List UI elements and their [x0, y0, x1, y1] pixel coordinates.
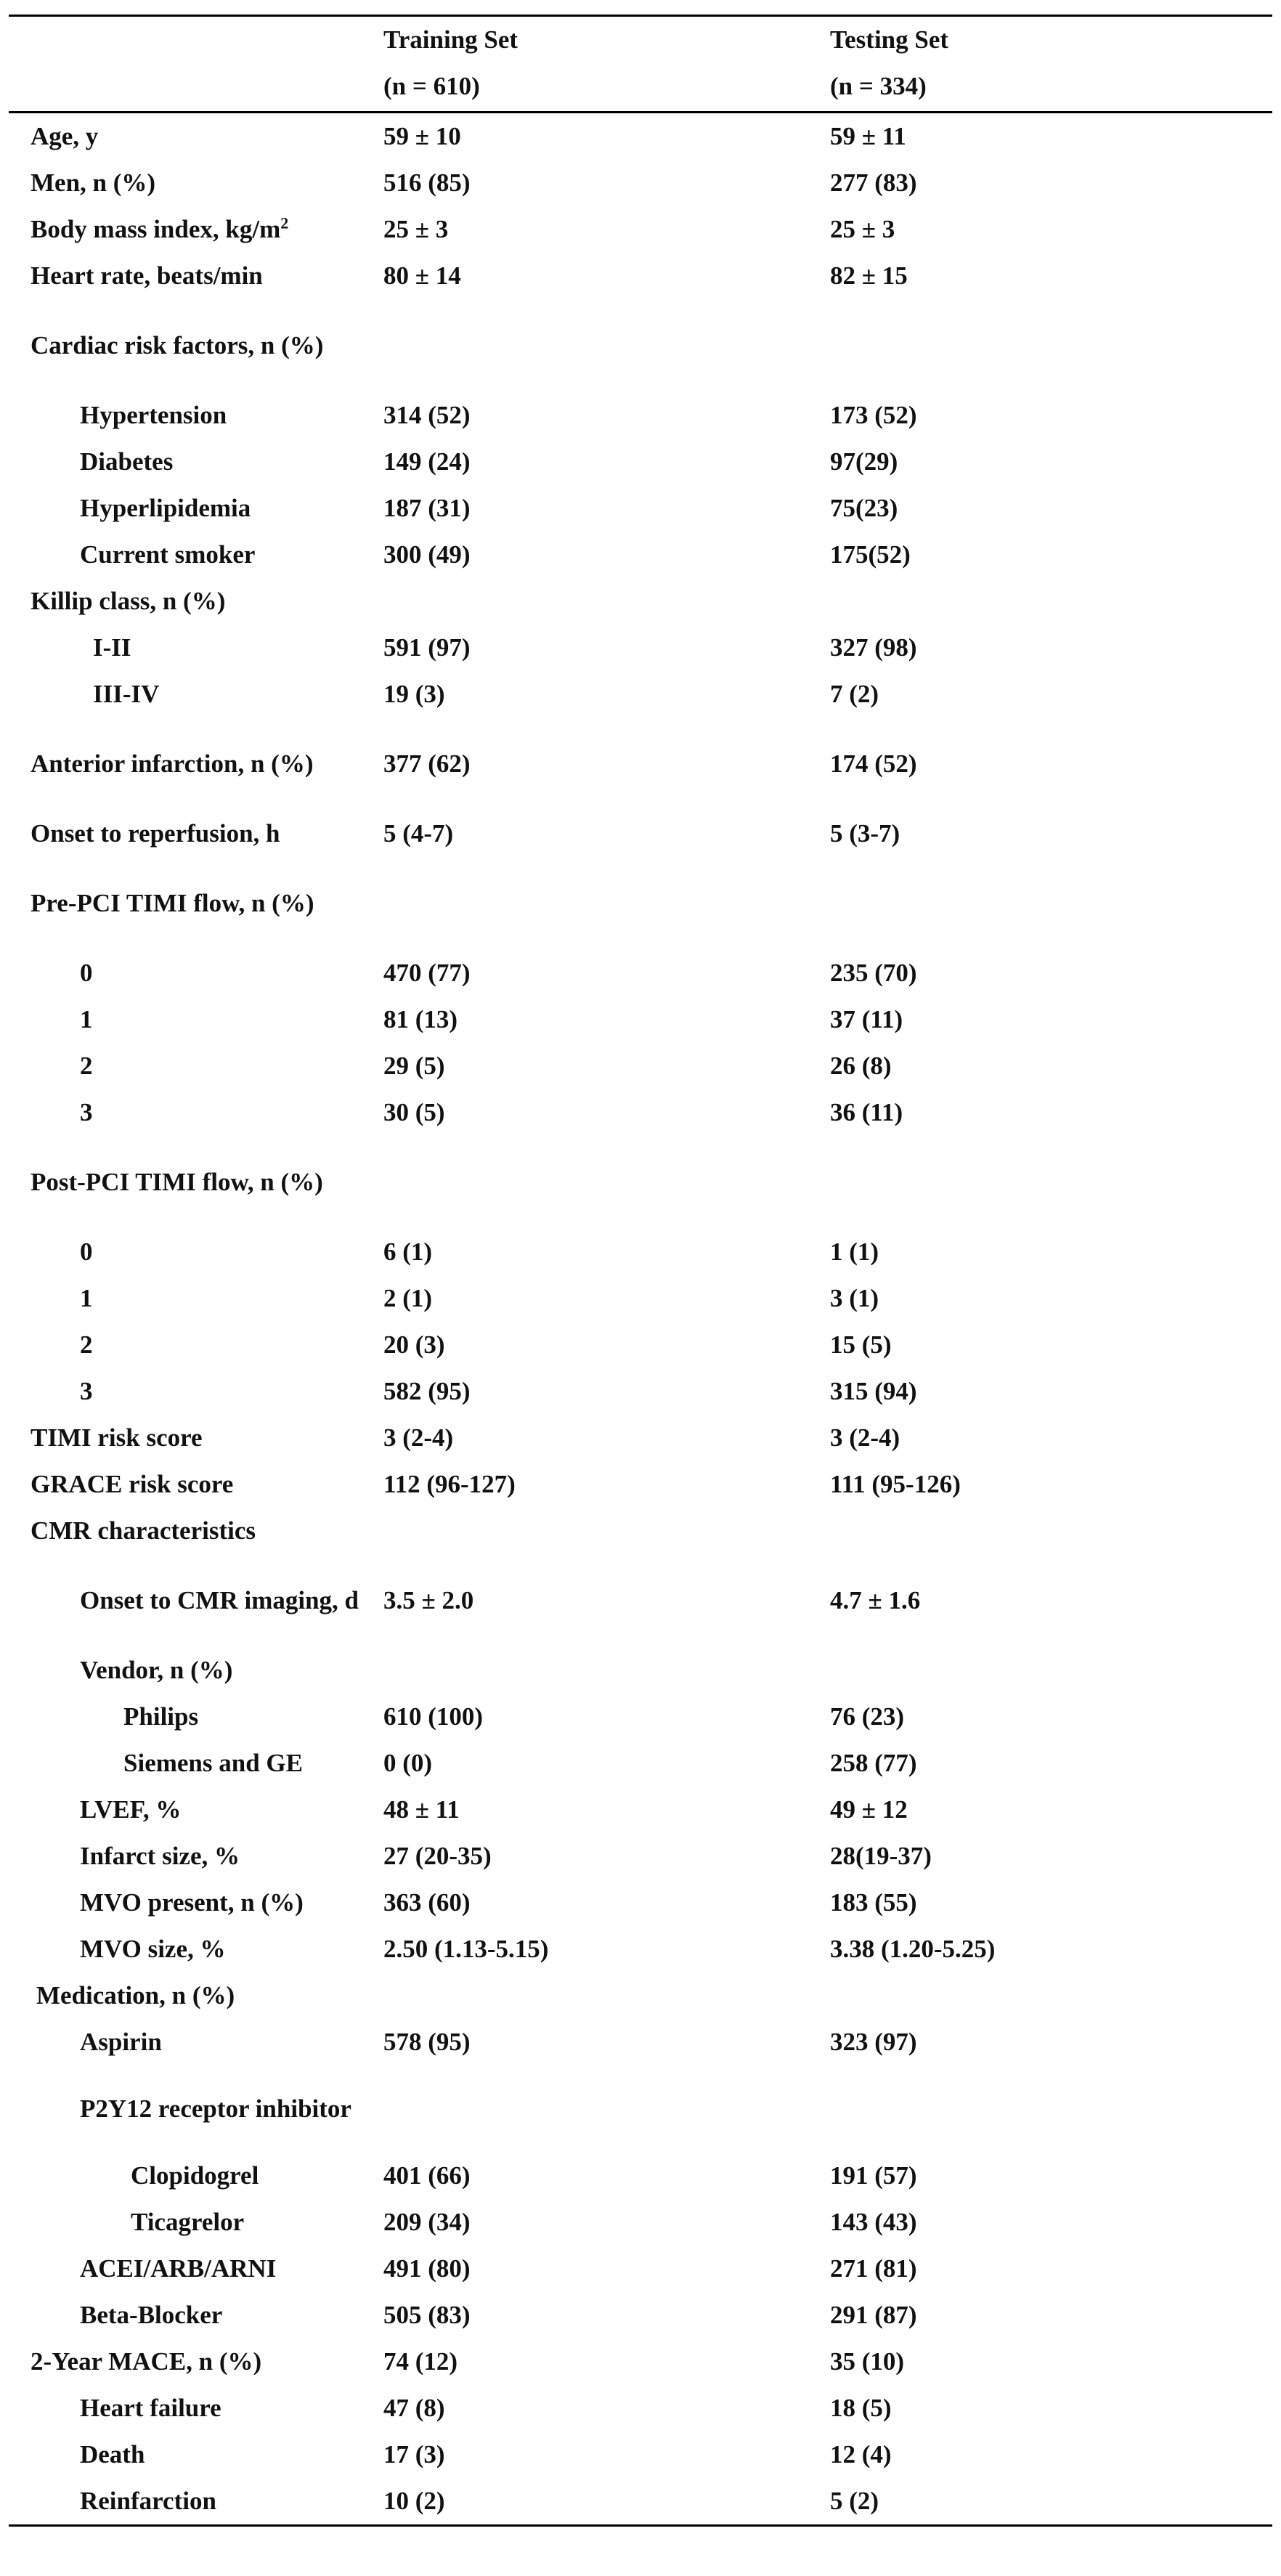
row-label	[9, 2208, 383, 2237]
table-row	[9, 2431, 1272, 2478]
table-row	[9, 1322, 1272, 1368]
row-label-text: Onset to CMR imaging, d	[80, 1586, 359, 1614]
row-label-text: Men, n (%)	[30, 168, 156, 197]
row-label	[9, 1795, 383, 1824]
row-label-text: 1	[80, 1284, 93, 1312]
testing-set-value: 327 (98)	[830, 633, 917, 662]
row-label-text: Siemens and GE	[123, 1749, 303, 1777]
testing-set-value: 26 (8)	[830, 1052, 892, 1080]
training-set-value: 19 (3)	[383, 680, 445, 708]
testing-set-value: 291 (87)	[830, 2301, 917, 2329]
row-label-text: Hypertension	[80, 401, 227, 429]
row-label-text: Onset to reperfusion, h	[30, 819, 280, 848]
table-row	[9, 485, 1272, 532]
row-label-text: Vendor, n (%)	[80, 1656, 233, 1684]
row-label-text: Death	[80, 2440, 145, 2469]
table-row	[9, 1508, 1272, 1554]
testing-set-value: 4.7 ± 1.6	[830, 1586, 921, 1614]
table-row	[9, 2385, 1272, 2431]
training-set-value: 29 (5)	[383, 1052, 445, 1080]
table-row	[9, 2065, 1272, 2153]
row-label	[9, 1702, 383, 1731]
training-set-value: 17 (3)	[383, 2440, 445, 2469]
training-set-value: 363 (60)	[383, 1888, 471, 1917]
training-set-value: 25 ± 3	[383, 215, 449, 243]
row-label	[9, 2440, 383, 2469]
testing-set-value: 7 (2)	[830, 680, 879, 708]
table-row	[9, 2292, 1272, 2339]
row-label	[9, 1981, 383, 2010]
table-row	[9, 1880, 1272, 1926]
row-label-text: Ticagrelor	[131, 2208, 245, 2236]
testing-set-value: 173 (52)	[830, 401, 917, 429]
table-row	[9, 113, 1272, 160]
table-row	[9, 810, 1272, 857]
table-row	[9, 160, 1272, 206]
row-label	[9, 1330, 383, 1360]
row-label	[9, 1423, 383, 1452]
training-set-value: 5 (4-7)	[383, 819, 454, 848]
row-label-text: Heart failure	[80, 2394, 221, 2422]
table-row	[9, 1368, 1272, 1415]
training-set-value: 2 (1)	[383, 1284, 433, 1312]
table-row	[9, 1275, 1272, 1322]
testing-set-value: 3 (1)	[830, 1284, 879, 1312]
training-set-value: 20 (3)	[383, 1330, 445, 1359]
training-set-value: 59 ± 10	[383, 122, 461, 150]
table-row	[9, 718, 1272, 810]
table-row	[9, 625, 1272, 671]
table-row	[9, 1554, 1272, 1647]
row-label-text: Reinfarction	[80, 2487, 216, 2515]
row-label	[9, 494, 383, 523]
table-row	[9, 1461, 1272, 1508]
row-label	[9, 1159, 383, 1206]
row-label	[9, 1284, 383, 1313]
row-label	[9, 2394, 383, 2423]
row-label-text: 0	[80, 1238, 93, 1266]
header-training-title: Training Set	[383, 25, 518, 54]
testing-set-value: 18 (5)	[830, 2394, 892, 2422]
header-testing-set	[830, 17, 1272, 111]
testing-set-value: 235 (70)	[830, 959, 917, 987]
row-label-text: P2Y12 receptor inhibitor	[80, 2094, 351, 2123]
training-set-value: 80 ± 14	[383, 261, 461, 290]
testing-set-value: 3.38 (1.20-5.25)	[830, 1935, 996, 1963]
table-row	[9, 2339, 1272, 2385]
row-label-text: Cardiac risk factors, n (%)	[30, 331, 324, 359]
characteristics-table	[9, 15, 1272, 2527]
row-label	[9, 2301, 383, 2330]
testing-set-value: 143 (43)	[830, 2208, 917, 2236]
testing-set-value: 323 (97)	[830, 2028, 917, 2056]
table-row	[9, 996, 1272, 1043]
table-row	[9, 671, 1272, 718]
table-row	[9, 857, 1272, 950]
row-label-text: 2	[80, 1330, 93, 1359]
row-label	[9, 1052, 383, 1081]
row-label	[9, 1005, 383, 1034]
header-testing-title: Testing Set	[830, 25, 949, 54]
row-label-text: Current smoker	[80, 540, 256, 569]
row-label-text: Infarct size, %	[80, 1842, 240, 1870]
testing-set-value: 3 (2-4)	[830, 1423, 900, 1452]
testing-set-value: 258 (77)	[830, 1749, 917, 1777]
row-label-text: Diabetes	[80, 447, 174, 476]
table-row	[9, 206, 1272, 253]
row-label	[9, 2161, 383, 2190]
testing-set-value: 1 (1)	[830, 1238, 879, 1266]
row-label-text: MVO present, n (%)	[80, 1888, 304, 1917]
row-label	[9, 1516, 383, 1545]
testing-set-value: 12 (4)	[830, 2440, 892, 2469]
testing-set-value: 174 (52)	[830, 749, 917, 778]
training-set-value: 47 (8)	[383, 2394, 445, 2422]
row-label	[9, 1470, 383, 1499]
training-set-value: 0 (0)	[383, 1749, 433, 1777]
testing-set-value: 175(52)	[830, 540, 911, 569]
row-label	[9, 261, 383, 290]
table-row	[9, 2246, 1272, 2292]
row-label-text: Aspirin	[80, 2028, 162, 2056]
table-row	[9, 2199, 1272, 2246]
row-label	[9, 122, 383, 151]
row-label-text: Hyperlipidemia	[80, 494, 251, 522]
table-header	[9, 17, 1272, 111]
row-label	[9, 959, 383, 988]
row-label	[9, 741, 383, 787]
training-set-value: 81 (13)	[383, 1005, 458, 1033]
table-row	[9, 2153, 1272, 2199]
testing-set-value: 5 (2)	[830, 2487, 879, 2515]
training-set-value: 491 (80)	[383, 2254, 471, 2283]
training-set-value: 505 (83)	[383, 2301, 471, 2329]
table-row	[9, 1972, 1272, 2019]
training-set-value: 6 (1)	[383, 1238, 433, 1266]
row-label-text: Pre-PCI TIMI flow, n (%)	[30, 889, 314, 917]
testing-set-value: 76 (23)	[830, 1702, 905, 1731]
training-set-value: 112 (96-127)	[383, 1470, 516, 1498]
table-row	[9, 2478, 1272, 2524]
row-label-text: TIMI risk score	[30, 1423, 203, 1452]
row-label	[9, 1238, 383, 1267]
testing-set-value: 183 (55)	[830, 1888, 917, 1917]
training-set-value: 610 (100)	[383, 1702, 484, 1731]
row-label	[9, 1656, 383, 1685]
training-set-value: 48 ± 11	[383, 1795, 460, 1824]
row-label	[9, 2347, 383, 2376]
row-label-text: Post-PCI TIMI flow, n (%)	[30, 1168, 323, 1196]
row-label	[9, 633, 383, 662]
training-set-value: 74 (12)	[383, 2347, 458, 2376]
testing-set-value: 59 ± 11	[830, 122, 906, 150]
header-training-set	[383, 17, 830, 111]
training-set-value: 401 (66)	[383, 2161, 471, 2190]
table-row	[9, 532, 1272, 578]
training-set-value: 582 (95)	[383, 1377, 471, 1405]
testing-set-value: 36 (11)	[830, 1098, 903, 1126]
testing-set-value: 28(19-37)	[830, 1842, 932, 1870]
row-label	[9, 680, 383, 709]
table-row	[9, 1229, 1272, 1275]
row-label-text: Killip class, n (%)	[30, 587, 226, 615]
table-row	[9, 1647, 1272, 1694]
table-row	[9, 1136, 1272, 1229]
testing-set-value: 277 (83)	[830, 168, 917, 197]
training-set-value: 187 (31)	[383, 494, 471, 522]
row-label	[9, 401, 383, 430]
row-label	[9, 447, 383, 476]
table-row	[9, 950, 1272, 996]
row-label-text: ACEI/ARB/ARNI	[80, 2254, 277, 2283]
row-label-text: 3	[80, 1377, 93, 1405]
row-label-text: Heart rate, beats/min	[30, 261, 263, 290]
testing-set-value: 5 (3-7)	[830, 819, 900, 848]
row-label	[9, 2254, 383, 2283]
row-label	[9, 1377, 383, 1406]
table-body	[9, 113, 1272, 2524]
table-row	[9, 2019, 1272, 2065]
table-row	[9, 439, 1272, 485]
row-label-text: Philips	[123, 1702, 199, 1731]
table-row	[9, 1787, 1272, 1833]
row-label	[9, 1577, 383, 1624]
testing-set-value: 315 (94)	[830, 1377, 917, 1405]
row-label	[9, 880, 383, 927]
training-set-value: 516 (85)	[383, 168, 471, 197]
header-empty-cell	[9, 17, 383, 111]
row-label-text: Body mass index, kg/m	[30, 215, 281, 243]
table-row	[9, 1694, 1272, 1740]
testing-set-value: 75(23)	[830, 494, 898, 522]
testing-set-value: 97(29)	[830, 447, 898, 476]
training-set-value: 27 (20-35)	[383, 1842, 492, 1870]
row-label	[9, 1888, 383, 1917]
training-set-value: 10 (2)	[383, 2487, 445, 2515]
table-row	[9, 1740, 1272, 1787]
testing-set-value: 111 (95-126)	[830, 1470, 961, 1498]
testing-set-value: 82 ± 15	[830, 261, 908, 290]
row-label	[9, 322, 383, 369]
testing-set-value: 35 (10)	[830, 2347, 905, 2376]
row-label	[9, 1842, 383, 1871]
training-set-value: 314 (52)	[383, 401, 471, 429]
row-label-text: III-IV	[93, 680, 160, 708]
row-label-text: 3	[80, 1098, 93, 1126]
training-set-value: 591 (97)	[383, 633, 471, 662]
row-label	[9, 168, 383, 198]
row-label	[9, 2487, 383, 2516]
table-row	[9, 299, 1272, 392]
row-label	[9, 587, 383, 616]
training-set-value: 377 (62)	[383, 749, 471, 778]
row-label-text: 1	[80, 1005, 93, 1033]
training-set-value: 209 (34)	[383, 2208, 471, 2236]
training-set-value: 300 (49)	[383, 540, 471, 569]
row-label-text: Age, y	[30, 122, 99, 150]
training-set-value: 3 (2-4)	[383, 1423, 454, 1452]
testing-set-value: 15 (5)	[830, 1330, 892, 1359]
testing-set-value: 49 ± 12	[830, 1795, 908, 1824]
testing-set-value: 25 ± 3	[830, 215, 895, 243]
row-label	[9, 819, 383, 848]
row-label-text: Clopidogrel	[131, 2161, 259, 2190]
row-label-text: MVO size, %	[80, 1935, 226, 1963]
table-row	[9, 1089, 1272, 1136]
row-label	[9, 1935, 383, 1964]
table-row	[9, 1833, 1272, 1880]
table-row	[9, 1043, 1272, 1089]
row-label	[9, 1098, 383, 1127]
row-label	[9, 1749, 383, 1778]
row-label-text: CMR characteristics	[30, 1516, 256, 1545]
row-label-text: LVEF, %	[80, 1795, 182, 1824]
row-label	[9, 2028, 383, 2057]
training-set-value: 30 (5)	[383, 1098, 445, 1126]
row-label	[9, 215, 383, 244]
training-set-value: 578 (95)	[383, 2028, 471, 2056]
table-row	[9, 392, 1272, 439]
table-row	[9, 1415, 1272, 1461]
training-set-value: 470 (77)	[383, 959, 471, 987]
testing-set-value: 271 (81)	[830, 2254, 917, 2283]
header-training-n: (n = 610)	[383, 72, 480, 100]
row-label-text: Beta-Blocker	[80, 2301, 223, 2329]
training-set-value: 3.5 ± 2.0	[383, 1586, 474, 1614]
row-label-text: 2	[80, 1052, 93, 1080]
testing-set-value: 191 (57)	[830, 2161, 917, 2190]
row-label-text: GRACE risk score	[30, 1470, 234, 1498]
table-row	[9, 578, 1272, 625]
header-testing-n: (n = 334)	[830, 72, 927, 100]
training-set-value: 2.50 (1.13-5.15)	[383, 1935, 549, 1963]
row-label-text: 0	[80, 959, 93, 987]
row-label	[9, 540, 383, 569]
row-label-text: Medication, n (%)	[36, 1981, 235, 2010]
table-row	[9, 253, 1272, 299]
row-label-text: I-II	[93, 633, 131, 662]
testing-set-value: 37 (11)	[830, 1005, 903, 1033]
row-label-text: Anterior infarction, n (%)	[30, 749, 314, 778]
table-row	[9, 1926, 1272, 1972]
table-bottom-rule	[9, 2524, 1272, 2527]
training-set-value: 149 (24)	[383, 447, 471, 476]
row-label-superscript: 2	[280, 214, 289, 232]
row-label	[9, 2086, 383, 2132]
row-label-text: 2-Year MACE, n (%)	[30, 2347, 262, 2376]
